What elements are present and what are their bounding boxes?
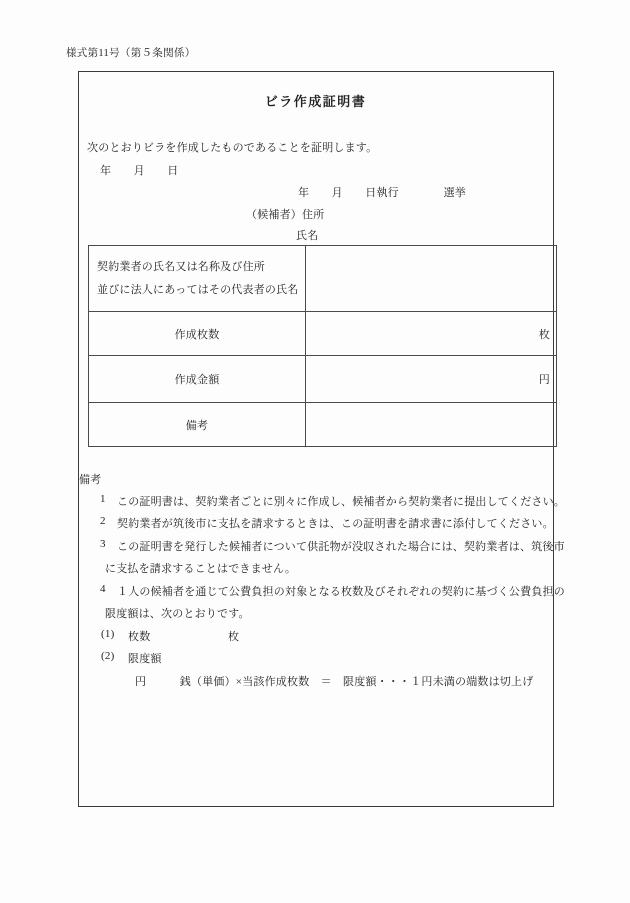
table-row-amount	[89, 356, 557, 403]
note-text-2: 契約業者が筑後市に支払を請求するときは、この証明書を請求書に添付してください。	[117, 518, 554, 530]
subitem-1-label: 枚数	[128, 631, 151, 643]
remarks-label: 備考	[89, 403, 306, 447]
note-item-4-continuation	[0, 605, 630, 620]
certificate-table	[88, 245, 557, 447]
note-subitem-2	[0, 650, 630, 665]
note-text-4: １人の候補者を通じて公費負担の対象となる枚数及びそれぞれの契約に基づく公費負担の	[117, 586, 565, 598]
table-row-remarks	[89, 403, 557, 447]
contractor-label-line1: 契約業者の氏名又は名称及び住所	[97, 260, 265, 273]
subitem-2-label: 限度額	[128, 653, 162, 665]
note-text-3: この証明書を発行した候補者について供託物が没収された場合には、契約業者は、筑後市	[117, 541, 565, 553]
note-item-4	[0, 583, 630, 598]
candidate-name-label: 氏名	[296, 230, 319, 242]
candidate-address-line: （候補者）住所	[246, 209, 325, 221]
contractor-label-cell	[89, 246, 306, 312]
remarks-value-cell	[306, 403, 557, 447]
sheet-count-unit-cell: 枚	[306, 312, 557, 356]
notes-heading: 備考	[79, 474, 102, 486]
amount-label: 作成金額	[89, 356, 306, 403]
note-number-2: 2	[100, 515, 106, 527]
subitem-1-unit: 枚	[228, 631, 240, 643]
contractor-label-line2: 並びに法人にあってはその代表者の氏名	[97, 283, 299, 296]
note-item-1	[0, 493, 630, 508]
note-text-1: この証明書は、契約業者ごとに別々に作成し、候補者から契約業者に提出してください。	[117, 496, 565, 508]
election-date-line: 年 月 日執行 選挙	[298, 187, 466, 199]
form-number: 様式第11号（第５条関係）	[66, 48, 196, 59]
note-subitem-1	[0, 628, 630, 643]
contractor-value-cell	[306, 246, 557, 312]
sheet-count-label: 作成枚数	[89, 312, 306, 356]
limit-formula: 円 銭（単価）×当該作成枚数 ＝ 限度額・・・１円未満の端数は切上げ	[135, 676, 534, 688]
note-item-3-continuation	[0, 560, 630, 575]
intro-statement: 次のとおりビラを作成したものであることを証明します。	[87, 142, 378, 154]
certificate-title: ビラ作成証明書	[264, 94, 367, 109]
note-number-4: 4	[100, 583, 106, 595]
note-number-3: 3	[100, 538, 106, 550]
note-formula-line	[0, 673, 630, 688]
note-text-3-cont: に支払を請求することはできません。	[105, 563, 297, 575]
table-row-sheet-count	[89, 312, 557, 356]
issue-date-line: 年 月 日	[100, 165, 179, 177]
subitem-1-number: (1)	[101, 628, 115, 640]
note-text-4-cont: 限度額は、次のとおりです。	[105, 608, 250, 620]
table-row-contractor	[89, 246, 557, 312]
subitem-2-number: (2)	[101, 650, 115, 662]
note-item-2	[0, 515, 630, 530]
note-number-1: 1	[100, 493, 106, 505]
note-item-3	[0, 538, 630, 553]
amount-unit-cell: 円	[306, 356, 557, 403]
